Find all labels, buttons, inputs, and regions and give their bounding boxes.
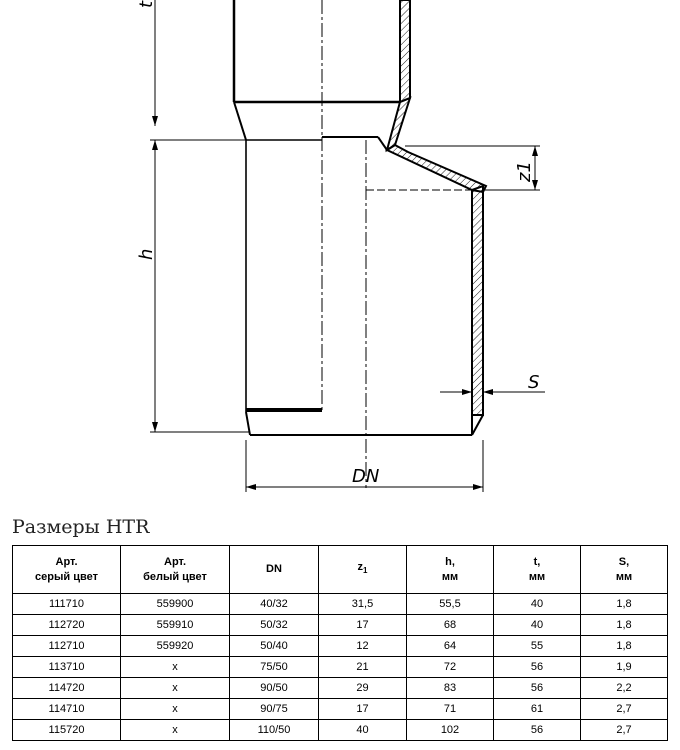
header-art-white: Арт. белый цвет [121, 546, 230, 594]
cell-dn: 90/75 [230, 699, 319, 720]
table-row [13, 594, 668, 615]
cell-dn: 75/50 [230, 657, 319, 678]
cell-h: 71 [407, 699, 494, 720]
cell-s: 1,8 [581, 636, 668, 657]
cell-dn: 90/50 [230, 678, 319, 699]
dimensions-table [12, 545, 668, 741]
dim-label-h: h [136, 248, 157, 260]
cell-art-white: 559900 [121, 594, 230, 615]
cell-s: 2,7 [581, 720, 668, 741]
cell-art-white: 559920 [121, 636, 230, 657]
cell-art-gray: 115720 [13, 720, 121, 741]
header-z1-sub: 1 [363, 566, 368, 576]
wall-hatching [387, 0, 486, 415]
cell-h: 102 [407, 720, 494, 741]
cell-art-white: 559910 [121, 615, 230, 636]
cell-z1: 17 [319, 615, 407, 636]
cell-art-gray: 111710 [13, 594, 121, 615]
header-z1-base: z [357, 561, 364, 574]
table-header-row [13, 546, 668, 594]
cell-art-white: x [121, 657, 230, 678]
header-z1 [319, 546, 407, 594]
table-row [13, 699, 668, 720]
table-row [13, 720, 668, 741]
center-lines [322, 0, 472, 488]
cell-h: 68 [407, 615, 494, 636]
cell-z1: 29 [319, 678, 407, 699]
cell-dn: 40/32 [230, 594, 319, 615]
cell-t: 40 [494, 594, 581, 615]
cell-dn: 50/32 [230, 615, 319, 636]
table-row [13, 636, 668, 657]
cell-h: 83 [407, 678, 494, 699]
cell-dn: 50/40 [230, 636, 319, 657]
header-h: h, мм [407, 546, 494, 594]
dim-label-t: t [136, 0, 157, 8]
table-caption: Размеры HTR [12, 516, 150, 538]
cell-t: 56 [494, 678, 581, 699]
cell-art-white: x [121, 699, 230, 720]
header-t: t, мм [494, 546, 581, 594]
cell-z1: 21 [319, 657, 407, 678]
cell-art-white: x [121, 720, 230, 741]
reducer-body [234, 0, 483, 435]
header-s: S, мм [581, 546, 668, 594]
table-row [13, 615, 668, 636]
cell-art-white: x [121, 678, 230, 699]
dim-label-z1: z1 [514, 161, 535, 182]
cell-s: 2,7 [581, 699, 668, 720]
cell-art-gray: 112720 [13, 615, 121, 636]
dimension-lines [150, 0, 545, 492]
cell-s: 1,8 [581, 615, 668, 636]
cell-z1: 40 [319, 720, 407, 741]
cell-t: 56 [494, 657, 581, 678]
cell-s: 2,2 [581, 678, 668, 699]
cell-t: 55 [494, 636, 581, 657]
cell-h: 72 [407, 657, 494, 678]
cell-t: 56 [494, 720, 581, 741]
cell-s: 1,9 [581, 657, 668, 678]
table-row [13, 678, 668, 699]
cell-art-gray: 112710 [13, 636, 121, 657]
cell-h: 55,5 [407, 594, 494, 615]
cell-art-gray: 113710 [13, 657, 121, 678]
cell-z1: 31,5 [319, 594, 407, 615]
cell-t: 40 [494, 615, 581, 636]
cell-z1: 12 [319, 636, 407, 657]
dim-label-dn: DN [352, 466, 380, 487]
cell-h: 64 [407, 636, 494, 657]
cell-t: 61 [494, 699, 581, 720]
dim-label-s: S [528, 372, 540, 393]
header-art-gray: Арт. серый цвет [13, 546, 121, 594]
cell-art-gray: 114720 [13, 678, 121, 699]
header-dn: DN [230, 546, 319, 594]
cell-z1: 17 [319, 699, 407, 720]
cell-art-gray: 114710 [13, 699, 121, 720]
table-row [13, 657, 668, 678]
cell-s: 1,8 [581, 594, 668, 615]
cell-dn: 110/50 [230, 720, 319, 741]
